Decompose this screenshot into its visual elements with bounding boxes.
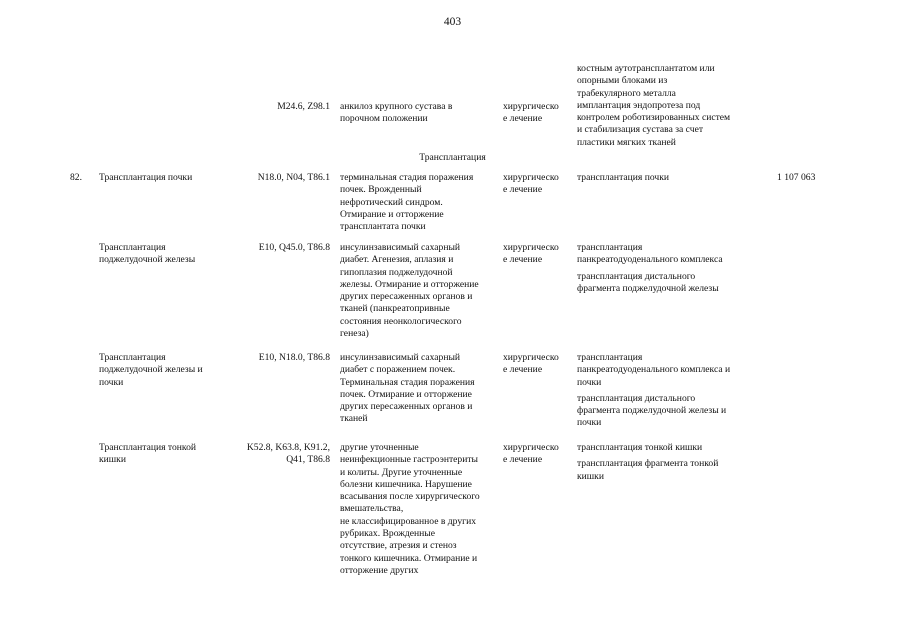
row-name <box>99 172 224 184</box>
text-line: тканей (панкреатопривные <box>340 303 450 315</box>
row-code <box>228 352 330 364</box>
text-line: N18.0, N04, T86.1 <box>257 172 330 183</box>
method-item <box>577 458 762 483</box>
text-line: тканей <box>340 413 368 425</box>
text-line: имплантация эндопротеза под <box>577 99 701 111</box>
text-line: гипоплазия поджелудочной <box>340 266 453 278</box>
row-type <box>503 352 571 377</box>
text-line: трансплантация <box>577 242 643 253</box>
text-line: инсулинзависимый сахарный <box>340 352 461 363</box>
row-price: 1 107 063 <box>777 172 816 183</box>
text-line: Трансплантация почки <box>99 172 193 183</box>
text-line: фрагмента поджелудочной железы <box>577 282 719 294</box>
section-title: Трансплантация <box>419 152 486 163</box>
row-model <box>340 172 498 233</box>
text-line: вмешательства, <box>340 503 404 515</box>
page-number: 403 <box>443 16 462 28</box>
method-item <box>577 242 762 267</box>
text-line: Отмирание и отторжение <box>340 208 444 220</box>
text-line: почек. Врожденный <box>340 184 422 196</box>
row-name <box>99 442 224 467</box>
row-type <box>503 172 571 197</box>
row-model <box>340 242 498 340</box>
text-line: трансплантация тонкой кишки <box>577 442 703 453</box>
text-line: рубриках. Врожденные <box>340 528 436 540</box>
text-line: хирургическо <box>503 101 559 112</box>
text-line: е лечение <box>503 113 543 125</box>
text-line: не классифицированное в других <box>340 515 477 527</box>
text-line: отторжение других <box>340 564 419 576</box>
text-line: Трансплантация <box>99 352 166 363</box>
text-line: почки <box>99 376 124 388</box>
text-line: трабекулярного металла <box>577 87 676 99</box>
row-number: 82. <box>70 172 82 183</box>
row-model <box>340 352 498 426</box>
text-line: Q41, T86.8 <box>286 454 330 466</box>
text-line: е лечение <box>503 454 543 466</box>
text-line: хирургическо <box>503 352 559 363</box>
text-line: отсутствие, атрезия и стеноз <box>340 540 457 552</box>
text-line: почек. Отмирание и отторжение <box>340 388 472 400</box>
text-line: хирургическо <box>503 242 559 253</box>
row-name <box>99 352 224 389</box>
row-model <box>340 442 498 577</box>
text-line: хирургическо <box>503 442 559 453</box>
text-line: опорными блоками из <box>577 75 668 87</box>
text-line: железы. Отмирание и отторжение <box>340 278 479 290</box>
row-method <box>577 242 762 299</box>
text-line: E10, Q45.0, T86.8 <box>258 242 330 253</box>
text-line: поджелудочной железы <box>99 254 196 266</box>
text-line: других пересаженных органов и <box>340 291 473 303</box>
text-line: терминальная стадия поражения <box>340 172 474 183</box>
text-line: пластики мягких тканей <box>577 136 676 148</box>
method-item <box>577 352 762 389</box>
row-method <box>577 172 762 188</box>
text-line: трансплантация фрагмента тонкой <box>577 458 719 470</box>
method-item <box>577 442 762 454</box>
row-name <box>99 242 224 267</box>
text-line: контролем роботизированных систем <box>577 112 731 124</box>
text-line: фрагмента поджелудочной железы и <box>577 405 727 417</box>
row-type <box>503 442 571 467</box>
text-line: и колиты. Другие уточненные <box>340 466 463 478</box>
method-item <box>577 393 762 430</box>
text-line: болезни кишечника. Нарушение <box>340 478 472 490</box>
text-line: костным аутотрансплантатом или <box>577 63 715 74</box>
row-type <box>503 242 571 267</box>
text-line: анкилоз крупного сустава в <box>340 101 453 112</box>
top-row-type <box>503 101 571 126</box>
text-line: и стабилизация сустава за счет <box>577 124 704 136</box>
method-item <box>577 172 762 184</box>
text-line: диабет с поражением почек. <box>340 364 456 376</box>
text-line: почки <box>577 417 602 429</box>
text-line: всасывания после хирургического <box>340 491 480 503</box>
text-line: е лечение <box>503 254 543 266</box>
text-line: е лечение <box>503 184 543 196</box>
text-line: е лечение <box>503 364 543 376</box>
text-line: трансплантата почки <box>340 221 426 233</box>
text-line: K52.8, K63.8, K91.2, <box>246 442 330 453</box>
method-item <box>577 271 762 296</box>
text-line: генеза) <box>340 328 369 340</box>
text-line: панкреатодуоденального комплекса <box>577 254 723 266</box>
row-code <box>228 442 330 467</box>
text-line: диабет. Агенезия, аплазия и <box>340 254 454 266</box>
text-line: поджелудочной железы и <box>99 364 203 376</box>
text-line: Трансплантация <box>99 242 166 253</box>
row-method <box>577 442 762 487</box>
text-line: кишки <box>99 454 126 466</box>
row-code <box>228 242 330 254</box>
top-row-method <box>577 63 762 149</box>
text-line: других пересаженных органов и <box>340 401 473 413</box>
text-line: другие уточненные <box>340 442 419 453</box>
row-code <box>228 172 330 184</box>
text-line: состояния неонкологического <box>340 315 462 327</box>
text-line: панкреатодуоденального комплекса и <box>577 364 731 376</box>
top-row-model <box>340 101 498 126</box>
text-line: инсулинзависимый сахарный <box>340 242 461 253</box>
text-line: почки <box>577 376 602 388</box>
text-line: трансплантация дистального <box>577 270 696 282</box>
text-line: Терминальная стадия поражения <box>340 376 475 388</box>
text-line: Трансплантация тонкой <box>99 442 197 453</box>
top-row-code: M24.6, Z98.1 <box>277 101 330 112</box>
text-line: трансплантация <box>577 352 643 363</box>
text-line: порочном положении <box>340 113 428 125</box>
text-line: трансплантация дистального <box>577 392 696 404</box>
text-line: E10, N18.0, T86.8 <box>258 352 330 363</box>
text-line: нефротический синдром. <box>340 196 443 208</box>
text-line: неинфекционные гастроэнтериты <box>340 454 478 466</box>
text-line: хирургическо <box>503 172 559 183</box>
text-line: тонкого кишечника. Отмирание и <box>340 552 478 564</box>
row-method <box>577 352 762 434</box>
text-line: трансплантация почки <box>577 172 670 183</box>
text-line: кишки <box>577 470 604 482</box>
